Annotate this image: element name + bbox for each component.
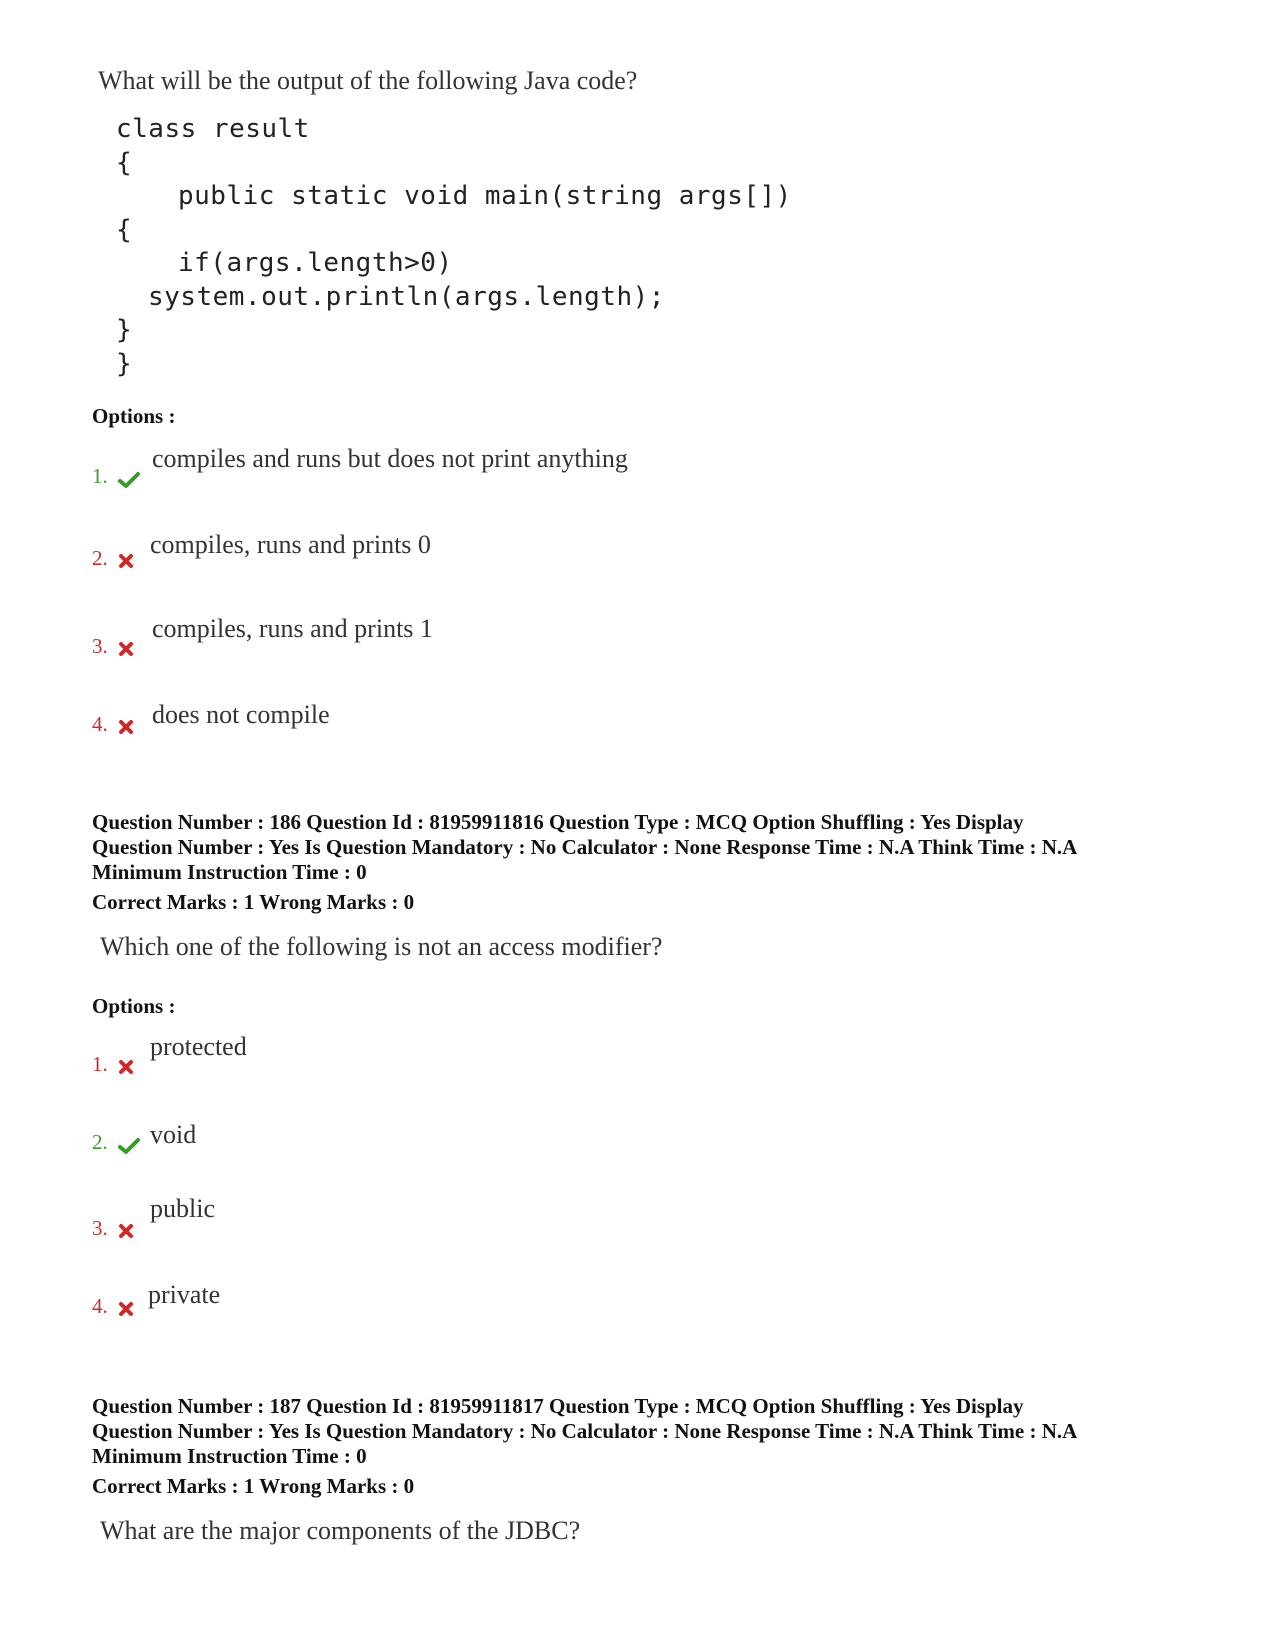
question-meta-line: Minimum Instruction Time : 0 [92, 1444, 367, 1468]
cross-icon [118, 1223, 136, 1239]
option-row [92, 634, 136, 659]
options-label: Options : [92, 404, 176, 428]
option-row [92, 464, 136, 489]
code-line: } [116, 349, 133, 379]
cross-icon [118, 1301, 136, 1317]
cross-icon [118, 719, 136, 735]
option-text: compiles and runs but does not print anything [152, 444, 628, 473]
question-meta-line: Question Number : 187 Question Id : 81959911817 Question Type : MCQ Option Shuffling : Yes Display [92, 1394, 1024, 1418]
option-number: 3. [92, 634, 108, 658]
question-186-text: Which one of the following is not an access modifier? [100, 932, 663, 961]
question-meta-line: Question Number : 186 Question Id : 81959911816 Question Type : MCQ Option Shuffling : Yes Display [92, 810, 1024, 834]
option-number: 2. [92, 546, 108, 570]
option-number: 1. [92, 1052, 108, 1076]
code-line: { [116, 148, 133, 178]
option-row [92, 1052, 136, 1077]
code-line: { [116, 215, 133, 245]
option-number: 4. [92, 1294, 108, 1318]
code-line: } [116, 315, 133, 345]
option-number: 3. [92, 1216, 108, 1240]
option-row [92, 1216, 136, 1241]
code-line: if(args.length>0) [178, 248, 453, 278]
option-text: protected [150, 1032, 247, 1061]
option-number: 4. [92, 712, 108, 736]
question-meta-line: Minimum Instruction Time : 0 [92, 860, 367, 884]
option-number: 2. [92, 1130, 108, 1154]
options-label: Options : [92, 994, 176, 1018]
option-row [92, 712, 136, 737]
question-185-text: What will be the output of the following Java code? [98, 66, 638, 95]
option-text: private [148, 1280, 221, 1309]
option-text: public [150, 1194, 215, 1223]
question-meta-line: Question Number : Yes Is Question Mandatory : No Calculator : None Response Time : N.A Think Time : N.A [92, 835, 1078, 859]
option-text: compiles, runs and prints 1 [152, 614, 433, 643]
cross-icon [118, 1059, 136, 1075]
option-text: compiles, runs and prints 0 [150, 530, 431, 559]
marks-line: Correct Marks : 1 Wrong Marks : 0 [92, 890, 415, 914]
cross-icon [118, 641, 136, 657]
option-text: does not compile [152, 700, 330, 729]
marks-line: Correct Marks : 1 Wrong Marks : 0 [92, 1474, 415, 1498]
code-line: class result [116, 114, 310, 144]
question-187-text: What are the major components of the JDBC? [100, 1516, 581, 1545]
question-meta-line: Question Number : Yes Is Question Mandatory : No Calculator : None Response Time : N.A Think Time : N.A [92, 1419, 1078, 1443]
check-icon [118, 1137, 136, 1153]
option-number: 1. [92, 464, 108, 488]
option-row [92, 1130, 136, 1155]
check-icon [118, 471, 136, 487]
option-text: void [150, 1120, 197, 1149]
code-line: system.out.println(args.length); [148, 282, 665, 312]
code-line: public static void main(string args[]) [178, 181, 792, 211]
option-row [92, 546, 136, 571]
cross-icon [118, 553, 136, 569]
option-row [92, 1294, 136, 1319]
